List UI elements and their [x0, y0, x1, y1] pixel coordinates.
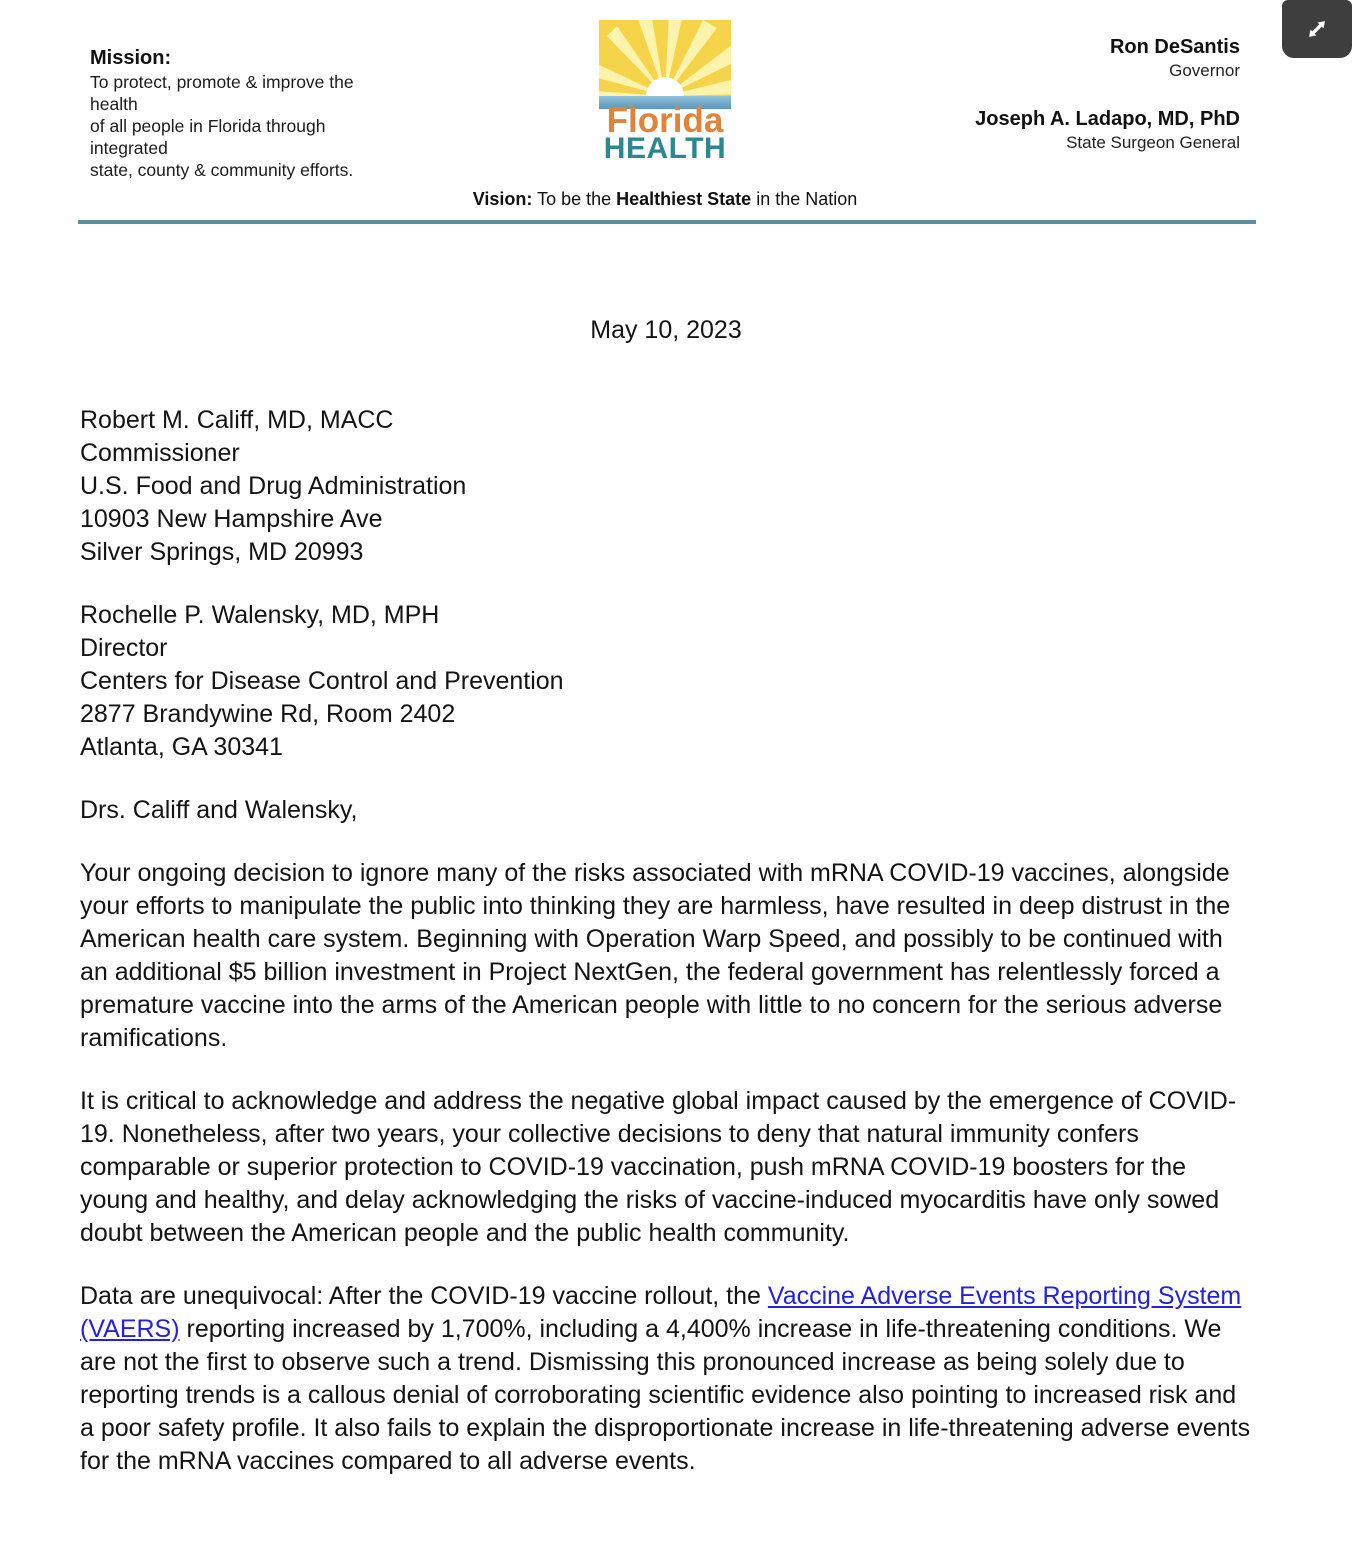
svg-text:HEALTH: HEALTH: [603, 132, 727, 162]
recipient-line: 10903 New Hampshire Ave: [80, 505, 383, 533]
governor-title: Governor: [1169, 61, 1240, 80]
svg-text:Florida: Florida: [606, 101, 724, 140]
vision-text-bold: Healthiest State: [616, 189, 752, 209]
paragraph-1: Your ongoing decision to ignore many of the risks associated with mRNA COVID-19 vaccines, alongside your efforts to manipulate the public into thinking they are harmless, have resulted in deep distrust in the American health care system. Beginning with Operation Warp Speed, and possibly to be continued with an additional $5 billion investment in Project NextGen, the federal government has relentlessly forced a premature vaccine into the arms of the American people with little to no concern for the serious adverse ramifications.: [80, 859, 1231, 1052]
mission-line: To protect, promote & improve the health: [90, 72, 354, 114]
florida-health-logo: [599, 20, 731, 162]
paragraph-2: It is critical to acknowledge and address the negative global impact caused by the emergence of COVID-19. Nonetheless, after two years, your collective decisions to deny that natural immunity confers comparable or superior protection to COVID-19 vaccination, push mRNA COVID-19 boosters for the young and healthy, and delay acknowledging the risks of vaccine-induced myocarditis have only sowed doubt between the American people and the public health community.: [80, 1087, 1237, 1247]
letter-body: [0, 314, 1370, 1478]
surgeon-general-name: Joseph A. Ladapo, MD, PhD: [975, 108, 1240, 130]
officials-block: [940, 20, 1240, 154]
mission-line: of all people in Florida through integrated: [90, 116, 326, 158]
recipient-line: Commissioner: [80, 439, 240, 467]
vaers-link[interactable]: Vaccine Adverse Events Reporting System (VAERS): [80, 1282, 1242, 1343]
paragraph-3-pre: Data are unequivocal: After the COVID-19 vaccine rollout, the: [80, 1282, 768, 1310]
governor-name: Ron DeSantis: [1109, 36, 1240, 58]
letterhead-divider: [78, 220, 1256, 224]
vision-label: Vision:: [472, 189, 533, 209]
recipient-line: Director: [80, 634, 168, 662]
expand-button[interactable]: [1282, 0, 1352, 58]
recipient-block-fda: [80, 404, 1252, 569]
expand-icon: [1300, 12, 1334, 46]
recipient-line: Robert M. Califf, MD, MACC: [80, 406, 394, 434]
mission-statement: [90, 20, 390, 181]
paragraph-3-post: reporting increased by 1,700%, including a 4,400% increase in life-threatening conditions. We are not the first to observe such a trend. Dismissing this pronounced increase as being solely due to reporting trends is a callous denial of corroborating scientific evidence also pointing to increased risk and a poor safety profile. It also fails to explain the disproportionate increase in life-threatening adverse events for the mRNA vaccines compared to all adverse events.: [80, 1315, 1251, 1475]
surgeon-general-title: State Surgeon General: [1066, 133, 1240, 152]
recipient-line: U.S. Food and Drug Administration: [80, 472, 467, 500]
vision-text-post: in the Nation: [751, 189, 858, 209]
paragraph-3: [80, 1280, 1252, 1478]
salutation: Drs. Califf and Walensky,: [80, 796, 358, 824]
vision-text-pre: To be the: [532, 189, 617, 209]
mission-line: state, county & community efforts.: [90, 160, 354, 180]
mission-label: Mission:: [90, 47, 172, 69]
letterhead: [0, 0, 1370, 210]
letter-date: May 10, 2023: [590, 316, 742, 344]
official-surgeon-general: [940, 107, 1240, 154]
recipient-line: Silver Springs, MD 20993: [80, 538, 364, 566]
recipient-line: Centers for Disease Control and Prevention: [80, 667, 564, 695]
official-governor: [940, 35, 1240, 82]
recipient-line: Rochelle P. Walensky, MD, MPH: [80, 601, 440, 629]
recipient-line: 2877 Brandywine Rd, Room 2402: [80, 700, 456, 728]
vision-statement: [473, 188, 858, 210]
recipient-block-cdc: [80, 599, 1252, 764]
recipient-line: Atlanta, GA 30341: [80, 733, 283, 761]
